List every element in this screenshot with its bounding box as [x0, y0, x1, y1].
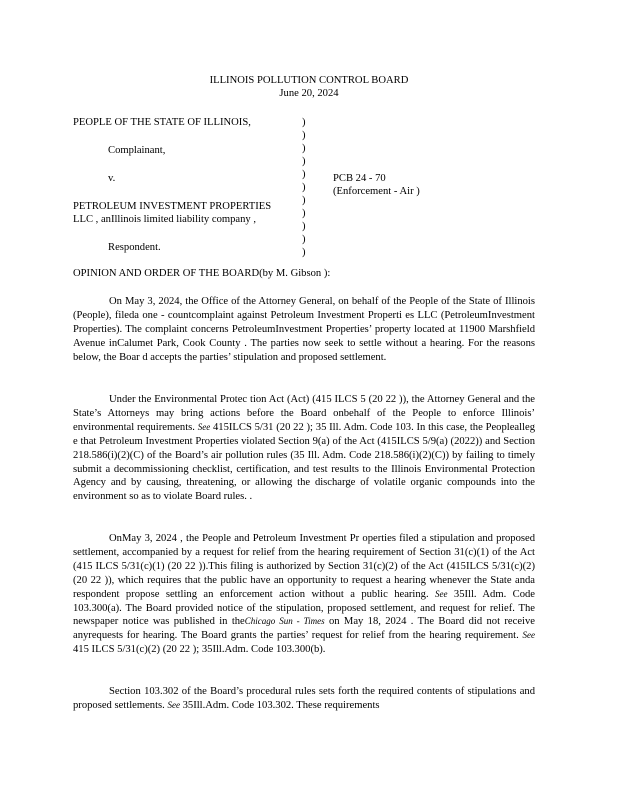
caption-divider: ) [302, 143, 306, 154]
caption-divider: ) [302, 208, 306, 219]
defendant-name-line2: LLC , anIllinois limited liability company , [73, 214, 257, 225]
board-title: ILLINOIS POLLUTION CONTROL BOARD [209, 75, 409, 86]
paragraph-2 [73, 393, 535, 504]
plaintiff-name: PEOPLE OF THE STATE OF ILLINOIS, [73, 117, 251, 128]
paragraph-3-text-b: 35Ill. Adm. Code 103.300(a). The Board provided notice of the stipulation, proposed settlement, and request for relief. The newspaper notice was published in the [73, 588, 535, 628]
caption-divider: ) [302, 195, 306, 206]
see-citation-signal: See [197, 421, 211, 432]
caption-divider: ) [302, 247, 306, 258]
paragraph-3-text-a: OnMay 3, 2024 , the People and Petroleum Investment Pr operties filed a stipulation and proposed settlement, accompanied by a request for relief from the hearing requirement of Section 31(c)(1) of the Act (415 ILCS 5/31(c)(1) (20 22 )).This filing is authorized by Section 31(c)(2) of the Act (415ILCS 5/31(c)(2) (20 22 )), which requires that the public have an opportunity to request a hearing whenever the State anda respondent propose settling an enforcement action without a public hearing. [73, 533, 535, 600]
paragraph-4 [73, 685, 535, 713]
paragraph-3-text-c: on May 18, 2024 . The Board did not receive anyrequests for hearing. The Board grants the parties’ request for relief from the hearing requirement. [73, 616, 535, 642]
paragraph-2-text-b: 415ILCS 5/31 (20 22 ); 35 Ill. Adm. Code 103. In this case, the Peoplealleg e that Petroleum Investment Properties violated Section 9(a) of the Act (415ILCS 5/9(a) (2022)) and Section 218.586(i)(2)(C) of the Board’s air pollution rules (35 Ill. Adm. Code 218.586(i)(2)(C)) by failing to timely submit a decommissioning checklist, certification, and test results to the Illinois Environmental Protection Agency and by causing, threatening, or allowing the discharge of volatile organic compounds into the environment so as to violate Board rules. . [73, 421, 536, 503]
defendant-name-line1: PETROLEUM INVESTMENT PROPERTIES [73, 201, 272, 212]
case-type: (Enforcement - Air ) [333, 186, 420, 197]
opinion-date: June 20, 2024 [279, 88, 339, 99]
paragraph-4-text-b: 35Ill.Adm. Code 103.302. These requirements [179, 699, 380, 711]
paragraph-1 [73, 295, 535, 365]
see-citation-signal: See [522, 630, 535, 641]
paragraph-3 [73, 532, 535, 657]
paragraph-2-text-a: Under the Environmental Protec tion Act (Act) (415 ILCS 5 (20 22 )), the Attorney General and the State’s Attorneys may bring actions before the Board onbehalf of the People to enforce Illinois’ environmental requirements. [73, 394, 535, 433]
caption-divider: ) [302, 221, 306, 232]
paragraph-4-text-a: Section 103.302 of the Board’s procedural rules sets forth the required contents of stipulations and proposed settlements. [73, 686, 535, 711]
caption-divider: ) [302, 234, 306, 245]
case-number: PCB 24 - 70 [333, 173, 386, 184]
opinion-heading: OPINION AND ORDER OF THE BOARD(by M. Gibson ): [73, 268, 331, 279]
newspaper-name: Chicago Sun - Times [244, 616, 325, 627]
plaintiff-role: Complainant, [108, 145, 166, 156]
caption-divider: ) [302, 156, 306, 167]
versus-label: v. [108, 173, 116, 184]
see-citation-signal: See [167, 699, 180, 710]
caption-divider: ) [302, 130, 306, 141]
defendant-role: Respondent. [108, 242, 161, 253]
caption-divider: ) [302, 182, 306, 193]
caption-divider: ) [302, 169, 306, 180]
paragraph-1-text: On May 3, 2024, the Office of the Attorney General, on behalf of the People of the State of Illinois (People), fileda one - countcomplaint against Petroleum Investment Properti es LLC (PetroleumInvestment Properties). The complaint concerns PetroleumInvestment Properties’ property located at 11900 Marshfield Avenue inCalumet Park, Cook County . The parties now seek to settle without a hearing. For the reasons below, the Boar d accepts the parties’ stipulation and proposed settlement. [73, 296, 535, 363]
caption-divider: ) [302, 117, 306, 128]
paragraph-3-text-d: 415 ILCS 5/31(c)(2) (20 22 ); 35Ill.Adm. Code 103.300(b). [73, 644, 326, 656]
see-citation-signal: See [435, 588, 448, 599]
